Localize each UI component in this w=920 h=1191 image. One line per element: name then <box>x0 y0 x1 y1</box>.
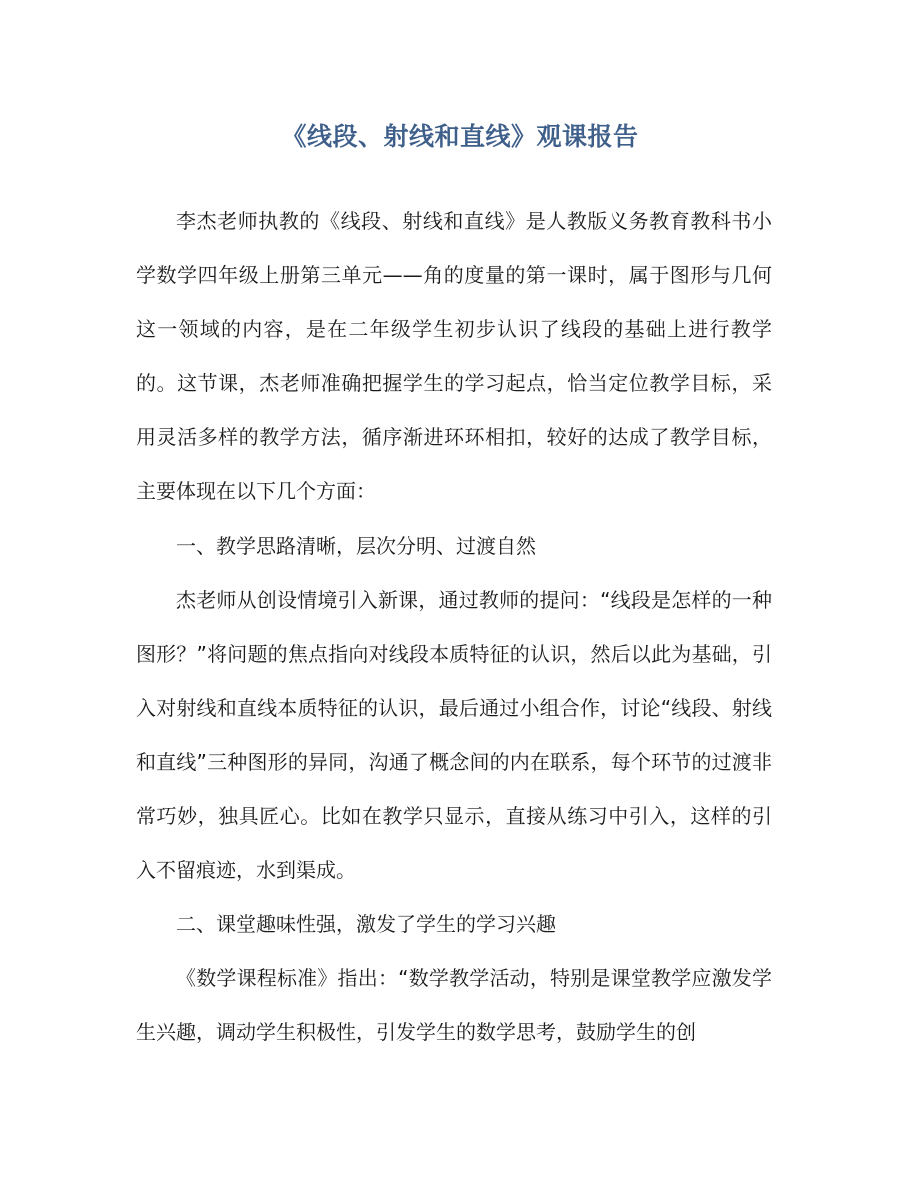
section-heading-1: 一、教学思路清晰，层次分明、过渡自然 <box>176 533 536 558</box>
document-title: 《线段、射线和直线》观课报告 <box>281 122 639 151</box>
paragraph-intro: 李杰老师执教的《线段、射线和直线》是人教版义务教育教科书小学数学四年级上册第三单元——角的度量的第一课时，属于图形与几何这一领域的内容，是在二年级学生初步认识了线段的基础上进行教学的。这节课，杰老师准确把握学生的学习起点，恰当定位教学目标，采用灵活多样的教学方法，循序渐进环环相扣，较好的达成了教学目标，主要体现在以下几个方面： <box>136 209 772 504</box>
document-body <box>136 194 772 1060</box>
paragraph-section-2: 《数学课程标准》指出：“数学教学活动，特别是课堂教学应激发学生兴趣，调动学生积极性，引发学生的数学思考，鼓励学生的创 <box>136 966 772 1045</box>
paragraph-section-1: 杰老师从创设情境引入新课，通过教师的提问：“线段是怎样的一种图形？”将问题的焦点指向对线段本质特征的认识，然后以此为基础，引入对射线和直线本质特征的认识，最后通过小组合作，讨论“线段、射线和直线”三种图形的异同，沟通了概念间的内在联系，每个环节的过渡非常巧妙，独具匠心。比如在教学只显示，直接从练习中引入，这样的引入不留痕迹，水到渠成。 <box>136 587 772 883</box>
section-heading-2: 二、课堂趣味性强，激发了学生的学习兴趣 <box>176 912 556 937</box>
